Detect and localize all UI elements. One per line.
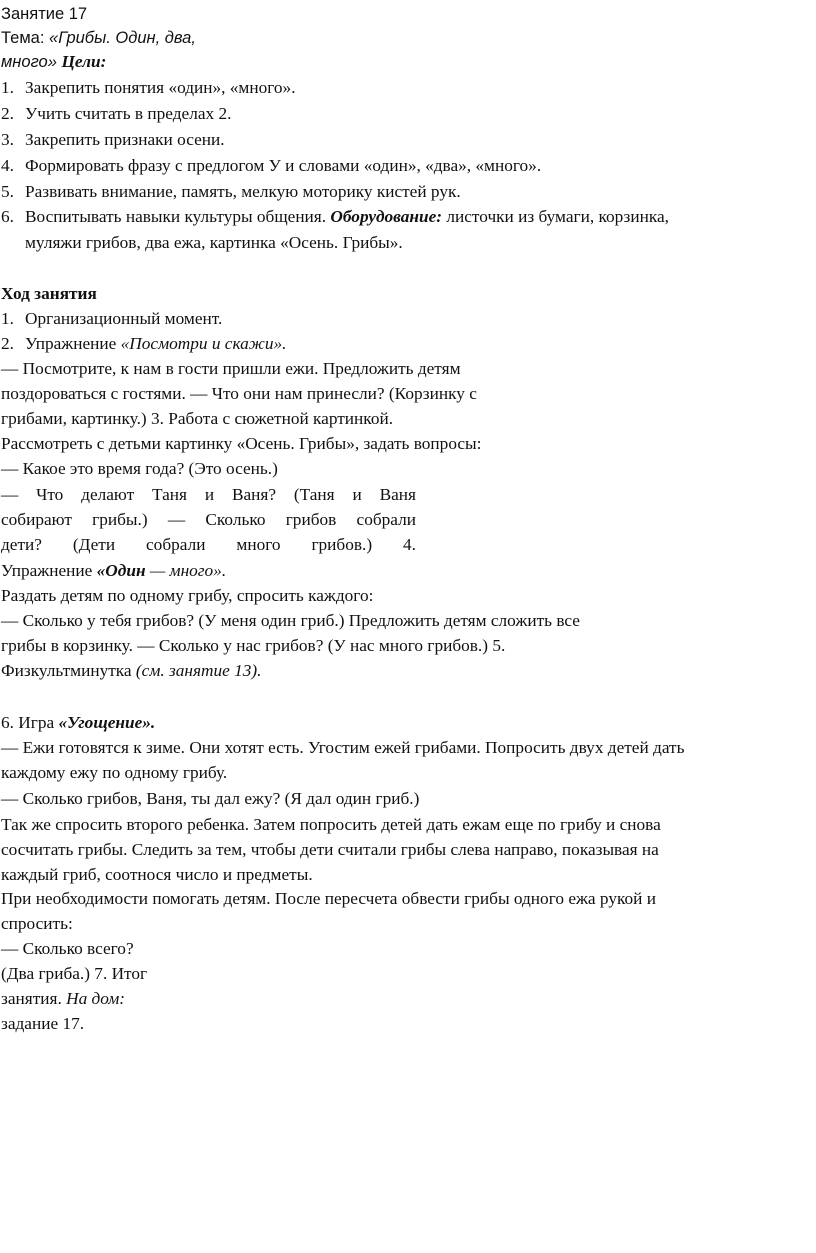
topic-text-cont: много» [1,53,57,71]
course-line-14: грибы в корзинку. — Сколько у нас грибов? (У нас много грибов.) 5. [1,636,506,655]
course-line-20: Так же спросить второго ребенка. Затем попросить детей дать ежам еще по грибу и снова [1,815,661,834]
topic-line-2 [1,52,106,72]
course-line-16: 6. Игра «Угощение». [1,713,156,732]
course-line-23: При необходимости помогать детям. После пересчета обвести грибы одного ежа рукой и [1,889,656,908]
course-line-8: — Что делают Таня и Ваня? (Таня и Ваня [1,485,416,504]
course-line-10: дети? (Дети собрали много грибов.) 4. [1,535,416,554]
course-line-4: поздороваться с гостями. — Что они нам принесли? (Корзинку с [1,384,477,403]
goals-label: Цели: [61,52,107,71]
course-line-18: каждому ежу по одному грибу. [1,763,228,782]
goal-item-5: 5. Развивать внимание, память, мелкую моторику кистей рук. [1,182,461,201]
topic-line [1,28,196,48]
course-heading: Ход занятия [1,284,97,303]
course-line-28: задание 17. [1,1014,85,1033]
course-line-15: Физкультминутка (см. занятие 13). [1,661,262,680]
course-line-22: каждый гриб, соотнося число и предметы. [1,865,313,884]
equipment-text: листочки из бумаги, корзинка, [446,207,669,226]
equipment-text-cont: муляжи грибов, два ежа, картинка «Осень. Грибы». [25,233,403,252]
course-line-3: — Посмотрите, к нам в гости пришли ежи. Предложить детям [1,359,461,378]
course-line-1: 1. Организационный момент. [1,309,223,328]
course-line-7: — Какое это время года? (Это осень.) [1,459,278,478]
course-line-19: — Сколько грибов, Ваня, ты дал ежу? (Я дал один гриб.) [1,789,420,808]
goal-item-6: 6. Воспитывать навыки культуры общения. Оборудование: листочки из бумаги, корзинка, [1,207,669,226]
goal-item-3: 3. Закрепить признаки осени. [1,130,225,149]
goal-item-4: 4. Формировать фразу с предлогом У и словами «один», «два», «много». [1,156,542,175]
course-line-26: (Два гриба.) 7. Итог [1,964,148,983]
course-line-2: 2. Упражнение «Посмотри и скажи». [1,334,287,353]
lesson-title: Занятие 17 [1,5,88,23]
course-line-17: — Ежи готовятся к зиме. Они хотят есть. Угостим ежей грибами. Попросить двух детей дать [1,738,685,757]
course-line-21: сосчитать грибы. Следить за тем, чтобы дети считали грибы слева направо, показывая на [1,840,659,859]
course-line-13: — Сколько у тебя грибов? (У меня один гриб.) Предложить детям сложить все [1,611,580,630]
goal-item-2: 2. Учить считать в пределах 2. [1,104,232,123]
course-line-5: грибами, картинку.) 3. Работа с сюжетной картинкой. [1,409,394,428]
course-line-12: Раздать детям по одному грибу, спросить каждого: [1,586,374,605]
course-line-24: спросить: [1,914,73,933]
topic-label: Тема: [1,29,45,47]
course-line-9: собирают грибы.) — Сколько грибов собрали [1,510,416,529]
equipment-label: Оборудование: [330,207,443,226]
course-line-6: Рассмотреть с детьми картинку «Осень. Грибы», задать вопросы: [1,434,482,453]
course-line-11: Упражнение «Один — много». [1,561,227,580]
course-line-25: — Сколько всего? [1,939,134,958]
course-line-27: занятия. На дом: [1,989,126,1008]
goal-item-1: 1. Закрепить понятия «один», «много». [1,78,296,97]
topic-text: «Грибы. Один, два, [49,29,196,47]
